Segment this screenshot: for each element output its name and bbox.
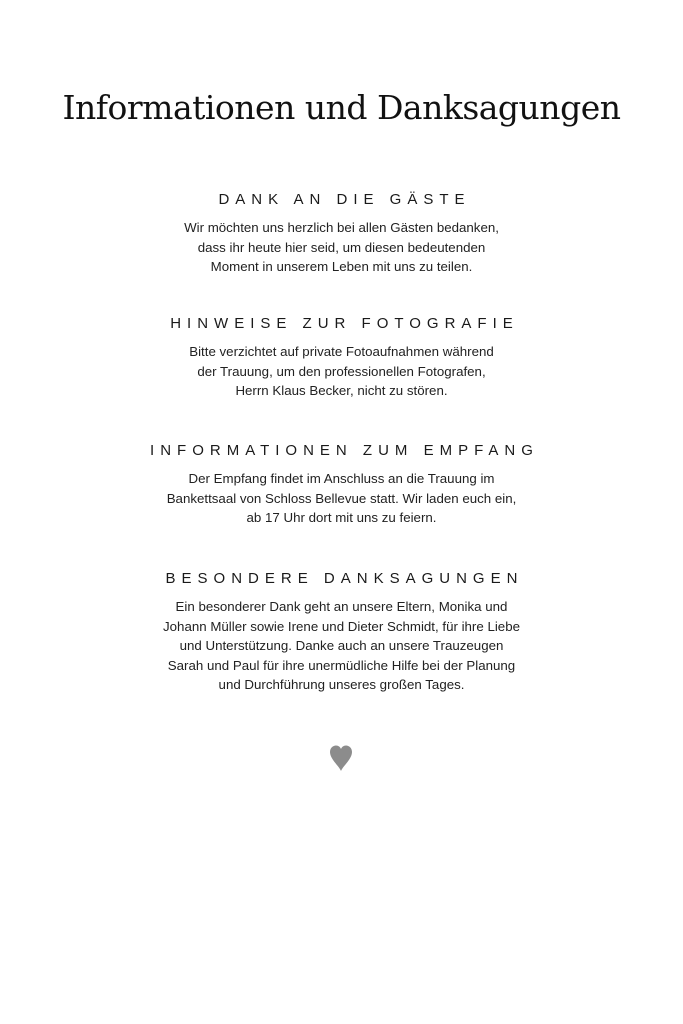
section-heading: HINWEISE ZUR FOTOGRAFIE [170,315,519,332]
section-text [0,218,683,277]
text-line: und Durchführung unseres großen Tages. [218,677,465,692]
text-line: Sarah und Paul für ihre unermüdliche Hilfe bei der Planung [167,657,516,673]
text-line: dass ihr heute hier seid, um diesen bedeutenden [197,239,486,255]
text-line: Herrn Klaus Becker, nicht zu stören. [235,383,448,398]
heart-icon [329,744,353,772]
text-line: Bankettsaal von Schloss Bellevue statt. Wir laden euch ein, [166,490,517,506]
page-title: Informationen und Danksagungen [62,88,621,127]
text-line: ab 17 Uhr dort mit uns zu feiern. [246,510,437,525]
section-heading: DANK AN DIE GÄSTE [218,191,471,208]
text-line: Bitte verzichtet auf private Fotoaufnahmen während [189,344,494,359]
section-text [0,342,683,401]
section-text [0,469,683,528]
section-text [0,597,683,695]
text-line: und Unterstützung. Danke auch an unsere Trauzeugen [179,638,504,653]
text-line: Moment in unserem Leben mit uns zu teilen. [210,259,473,274]
section-photography [0,315,683,401]
section-heading: BESONDERE DANKSAGUNGEN [165,570,524,587]
section-thanks-guests [0,191,683,277]
section-heading: INFORMATIONEN ZUM EMPFANG [150,442,539,459]
text-line: Johann Müller sowie Irene und Dieter Schmidt, für ihre Liebe [163,618,520,634]
text-line: Ein besonderer Dank geht an unsere Eltern, Monika und [175,599,508,614]
text-line: Wir möchten uns herzlich bei allen Gästen bedanken, [184,220,499,235]
text-line: Der Empfang findet im Anschluss an die Trauung im [188,471,495,486]
section-special-thanks [0,570,683,695]
text-line: der Trauung, um den professionellen Fotografen, [197,363,486,379]
section-reception [0,442,683,528]
